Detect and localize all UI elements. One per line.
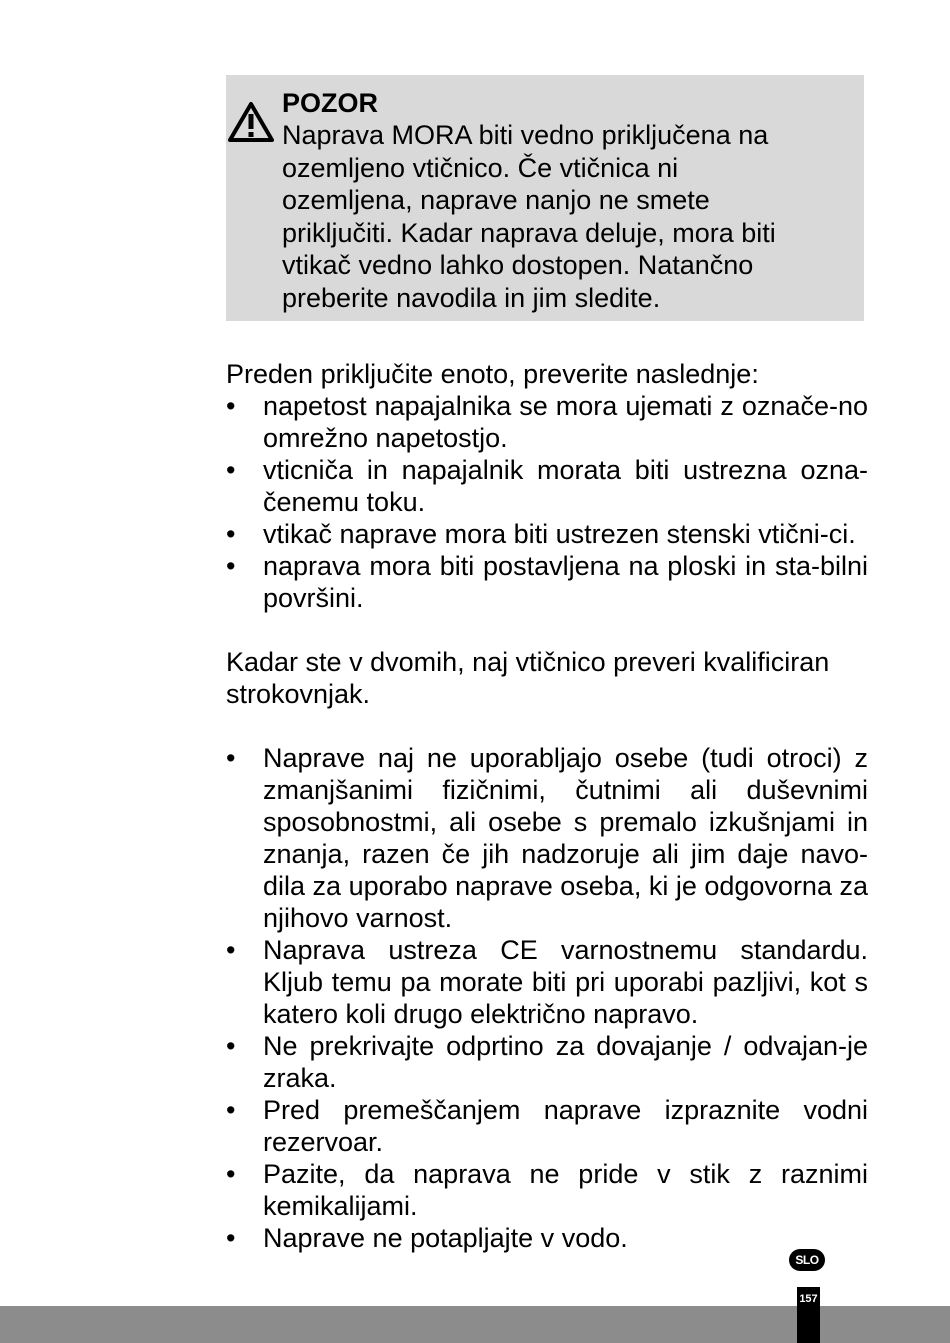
page-number: 157 <box>797 1287 820 1343</box>
warning-title: POZOR <box>282 88 379 118</box>
main-content <box>226 358 868 1254</box>
bullet-icon: • <box>226 551 236 581</box>
warning-text <box>282 119 842 314</box>
list-item <box>226 1158 868 1222</box>
warning-line: ozemljena, naprave nanjo ne smete <box>282 185 710 215</box>
bullet-icon: • <box>226 519 236 549</box>
bullet-icon: • <box>226 391 236 421</box>
warning-line: preberite navodila in jim sledite. <box>282 282 661 313</box>
list-item <box>226 1222 868 1254</box>
list-item-text: vtikač naprave mora biti ustrezen stenski vtični-ci. <box>263 519 856 549</box>
list-item <box>226 742 868 934</box>
list-item-text: Naprave ne potapljajte v vodo. <box>263 1223 628 1253</box>
list-item <box>226 518 868 550</box>
list-item <box>226 1030 868 1094</box>
warning-box <box>226 75 864 321</box>
warning-line: ozemljeno vtičnico. Če vtičnica ni <box>282 152 679 183</box>
warning-triangle-icon <box>228 101 274 143</box>
list-item-text: Naprava ustreza CE varnostnemu standardu. Kljub temu pa morate biti pri uporabi pazljivi, kot s katero koli drugo električno napravo. <box>263 935 868 1029</box>
list-item-text: naprava mora biti postavljena na ploski in sta-bilni površini. <box>263 551 868 613</box>
list-item <box>226 1094 868 1158</box>
list-item-text: napetost napajalnika se mora ujemati z označe-no omrežno napetostjo. <box>263 391 868 453</box>
checklist <box>226 390 868 614</box>
bullet-icon: • <box>226 1031 236 1061</box>
warning-line: vtikač vedno lahko dostopen. Natančno <box>282 250 754 280</box>
safety-list <box>226 742 868 1254</box>
list-item-text: vticniča in napajalnik morata biti ustrezna ozna-čenemu toku. <box>263 455 868 517</box>
list-item-text: Pazite, da naprava ne pride v stik z raznimi kemikalijami. <box>263 1159 868 1221</box>
list-item-text: Naprave naj ne uporabljajo osebe (tudi otroci) z zmanjšanimi fizičnimi, čutnimi ali duševnimi sposobnostmi, ali osebe s premalo izkušnjami in znanja, razen če jih nadzoruje ali jim daje navo-dila za uporabo naprave oseba, ki je odgovorna za njihovo varnost. <box>263 743 868 933</box>
list-item-text: Pred premeščanjem naprave izpraznite vodni rezervoar. <box>263 1095 868 1157</box>
checklist-intro: Preden priključite enoto, preverite naslednje: <box>226 359 759 389</box>
bullet-icon: • <box>226 1223 236 1253</box>
language-badge: SLO <box>789 1249 825 1271</box>
bullet-icon: • <box>226 1095 236 1125</box>
list-item-text: Ne prekrivajte odprtino za dovajanje / odvajan-je zraka. <box>263 1031 868 1093</box>
list-item <box>226 454 868 518</box>
bullet-icon: • <box>226 455 236 485</box>
bullet-icon: • <box>226 743 236 773</box>
list-item <box>226 934 868 1030</box>
expert-note: Kadar ste v dvomih, naj vtičnico preveri kvalificiran strokovnjak. <box>226 647 830 709</box>
bullet-icon: • <box>226 1159 236 1189</box>
list-item <box>226 550 868 614</box>
list-item <box>226 390 868 454</box>
warning-line: priključiti. Kadar naprava deluje, mora biti <box>282 217 776 248</box>
bullet-icon: • <box>226 935 236 965</box>
warning-line: Naprava MORA biti vedno priključena na <box>282 120 769 150</box>
